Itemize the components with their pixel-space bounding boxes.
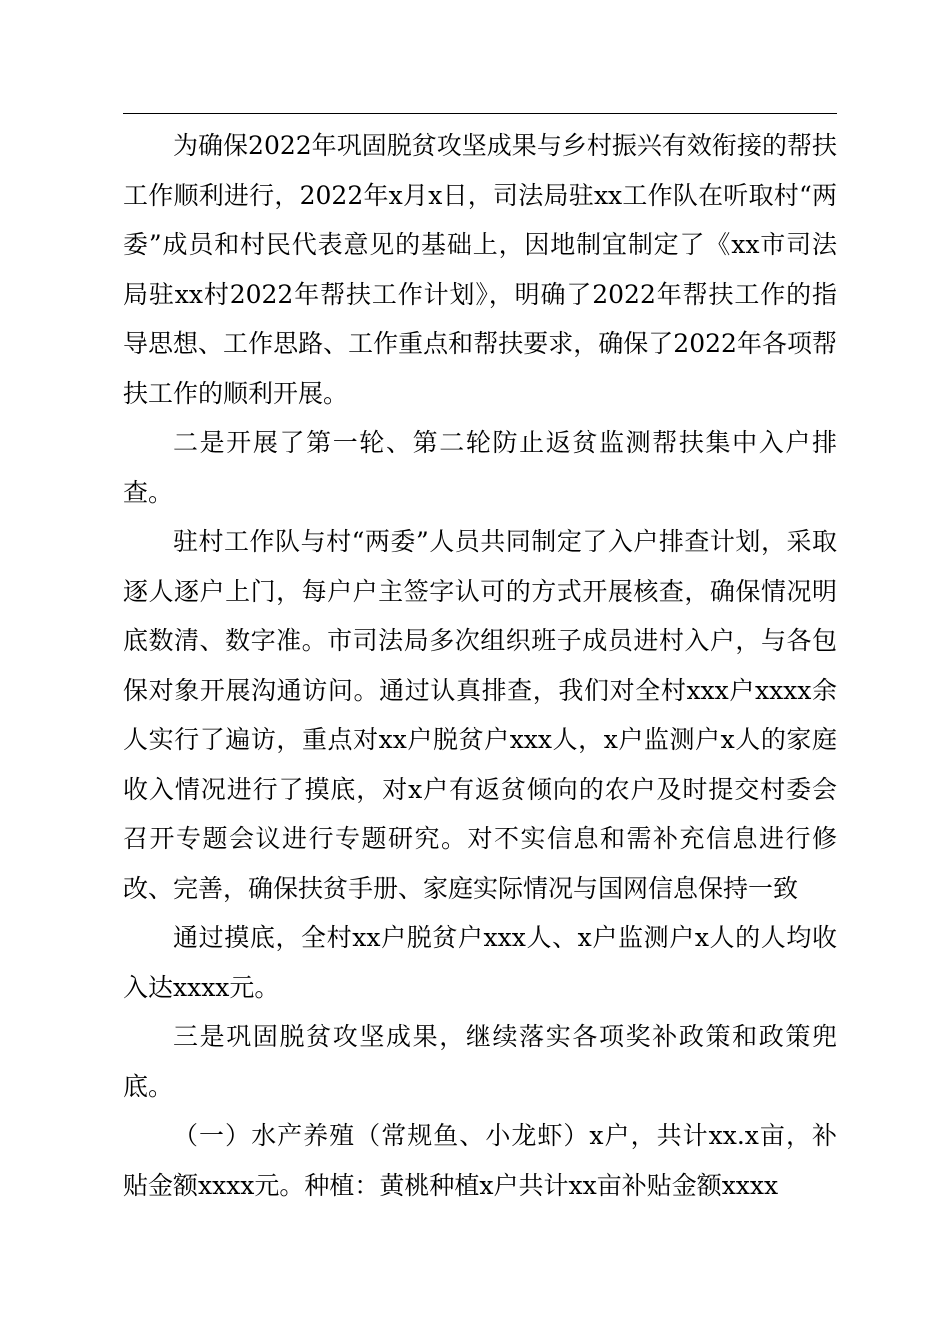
paragraph-aquaculture-subsidy: （一）水产养殖（常规鱼、小龙虾）x户，共计xx.x亩，补贴金额xxxx元。种植：黄桃种植x户共计xx亩补贴金额xxxx bbox=[123, 1121, 837, 1200]
paragraph-section-two-heading: 二是开展了第一轮、第二轮防止返贫监测帮扶集中入户排查。 bbox=[123, 428, 837, 507]
header-rule bbox=[123, 113, 837, 114]
paragraph-section-three-heading: 三是巩固脱贫攻坚成果，继续落实各项奖补政策和政策兜底。 bbox=[123, 1022, 837, 1101]
paragraph-plan-intro: 为确保2022年巩固脱贫攻坚成果与乡村振兴有效衔接的帮扶工作顺利进行，2022年x月x日，司法局驻xx工作队在听取村“两委”成员和村民代表意见的基础上，因地制宜制定了《xx市司法局驻xx村2022年帮扶工作计划》，明确了2022年帮扶工作的指导思想、工作思路、工作重点和帮扶要求，确保了2022年各项帮扶工作的顺利开展。 bbox=[123, 131, 837, 408]
document-body bbox=[123, 121, 837, 1210]
paragraph-household-survey: 驻村工作队与村“两委”人员共同制定了入户排查计划，采取逐人逐户上门，每户户主签字认可的方式开展核查，确保情况明底数清、数字准。市司法局多次组织班子成员进村入户，与各包保对象开展沟通访问。通过认真排查，我们对全村xxx户xxxx余人实行了遍访，重点对xx户脱贫户xxx人，x户监测户x人的家庭收入情况进行了摸底，对x户有返贫倾向的农户及时提交村委会召开专题会议进行专题研究。对不实信息和需补充信息进行修改、完善，确保扶贫手册、家庭实际情况与国网信息保持一致 bbox=[123, 527, 837, 903]
paragraph-income-result: 通过摸底，全村xx户脱贫户xxx人、x户监测户x人的人均收入达xxxx元。 bbox=[123, 923, 837, 1002]
